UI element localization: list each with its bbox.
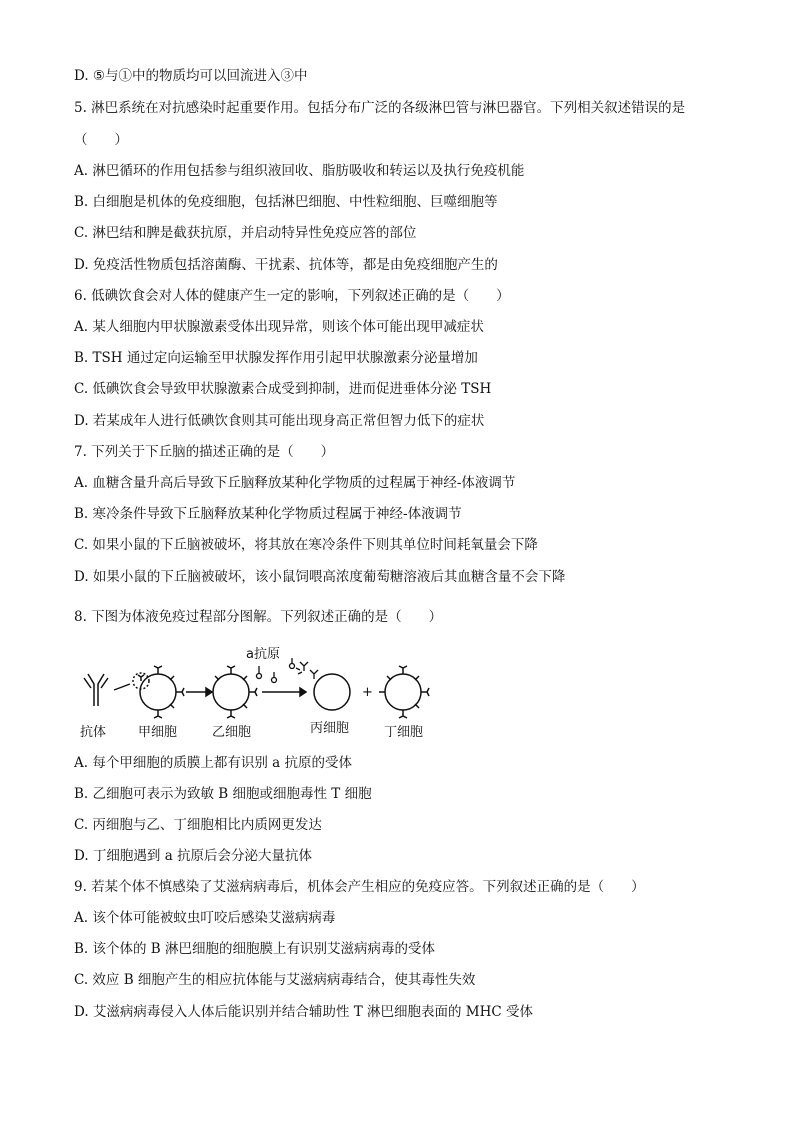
- q9-option-b: B. 该个体的 B 淋巴细胞的细胞膜上有识别艾滋病病毒的受体: [74, 941, 436, 957]
- cell-bing-label: 丙细胞: [310, 721, 350, 736]
- q5-option-b: B. 白细胞是机体的免疫细胞，包括淋巴细胞、中性粒细胞、巨噬细胞等: [74, 194, 498, 210]
- q7-stem: 7. 下列关于下丘脑的描述正确的是（ ）: [74, 444, 335, 460]
- antibody-icon: [84, 674, 108, 706]
- antigen-label: a抗原: [246, 647, 280, 662]
- q8-stem: 8. 下图为体液免疫过程部分图解。下列叙述正确的是（ ）: [74, 609, 443, 625]
- cell-ding-label: 丁细胞: [384, 725, 424, 740]
- q7-option-b: B. 寒冷条件导致下丘脑释放某种化学物质过程属于神经-体液调节: [74, 506, 462, 522]
- q6-stem: 6. 低碘饮食会对人体的健康产生一定的影响，下列叙述正确的是（ ）: [74, 288, 510, 304]
- cell-jia: [133, 666, 184, 718]
- q7-option-d: D. 如果小鼠的下丘脑被破坏，该小鼠饲喂高浓度葡萄糖溶液后其血糖含量不会下降: [74, 569, 566, 585]
- q8-option-b: B. 乙细胞可表示为致敏 B 细胞或细胞毒性 T 细胞: [74, 786, 372, 802]
- q9-option-d: D. 艾滋病病毒侵入人体后能识别并结合辅助性 T 淋巴细胞表面的 MHC 受体: [74, 1004, 534, 1020]
- cell-jia-label: 甲细胞: [138, 725, 178, 740]
- q9-option-c: C. 效应 B 细胞产生的相应抗体能与艾滋病病毒结合，使其毒性失效: [74, 972, 476, 988]
- q5-option-d: D. 免疫活性物质包括溶菌酶、干扰素、抗体等，都是由免疫细胞产生的: [74, 257, 498, 273]
- arrow-2-icon: [262, 688, 306, 696]
- cell-yi-label: 乙细胞: [212, 725, 252, 740]
- q5-answer-blank: （ ）: [74, 132, 128, 148]
- q6-option-c: C. 低碘饮食会导致甲状腺激素合成受到抑制，进而促进垂体分泌 TSH: [74, 381, 492, 397]
- q9-stem: 9. 若某个体不慎感染了艾滋病病毒后，机体会产生相应的免疫应答。下列叙述正确的是（ ）: [74, 879, 645, 895]
- q8-option-d: D. 丁细胞遇到 a 抗原后会分泌大量抗体: [74, 848, 313, 864]
- cell-yi: [207, 666, 257, 718]
- q6-option-d: D. 若某成年人进行低碘饮食则其可能出现身高正常但智力低下的症状: [74, 413, 485, 429]
- q5-option-a: A. 淋巴循环的作用包括参与组织液回收、脂肪吸收和转运以及执行免疫机能: [74, 163, 525, 179]
- q8-option-c: C. 丙细胞与乙、丁细胞相比内质网更发达: [74, 817, 322, 833]
- binding-arrow: [114, 684, 130, 690]
- cell-ding: [379, 666, 429, 718]
- antibody-label: 抗体: [80, 725, 107, 740]
- q6-option-b: B. TSH 通过定向运输至甲状腺发挥作用引起甲状腺激素分泌量增加: [74, 350, 478, 366]
- q4-option-d: D. ⑤与①中的物质均可以回流进入③中: [74, 68, 308, 84]
- cell-bing: [314, 674, 350, 710]
- q7-option-a: A. 血糖含量升高后导致下丘脑释放某种化学物质的过程属于神经-体液调节: [74, 475, 516, 491]
- humoral-immunity-figure: [74, 644, 444, 744]
- plus-sign: +: [362, 685, 373, 700]
- q7-option-c: C. 如果小鼠的下丘脑被破坏，将其放在寒冷条件下则其单位时间耗氧量会下降: [74, 537, 538, 553]
- q8-option-a: A. 每个甲细胞的质膜上都有识别 a 抗原的受体: [74, 755, 352, 771]
- q5-stem: 5. 淋巴系统在对抗感染时起重要作用。包括分布广泛的各级淋巴管与淋巴器官。下列相关叙述错误的是: [74, 100, 686, 116]
- q5-option-c: C. 淋巴结和脾是截获抗原，并启动特异性免疫应答的部位: [74, 225, 417, 241]
- q6-option-a: A. 某人细胞内甲状腺激素受体出现异常，则该个体可能出现甲减症状: [74, 319, 484, 335]
- humoral-immunity-diagram: [74, 644, 444, 744]
- q9-option-a: A. 该个体可能被蚊虫叮咬后感染艾滋病病毒: [74, 910, 336, 926]
